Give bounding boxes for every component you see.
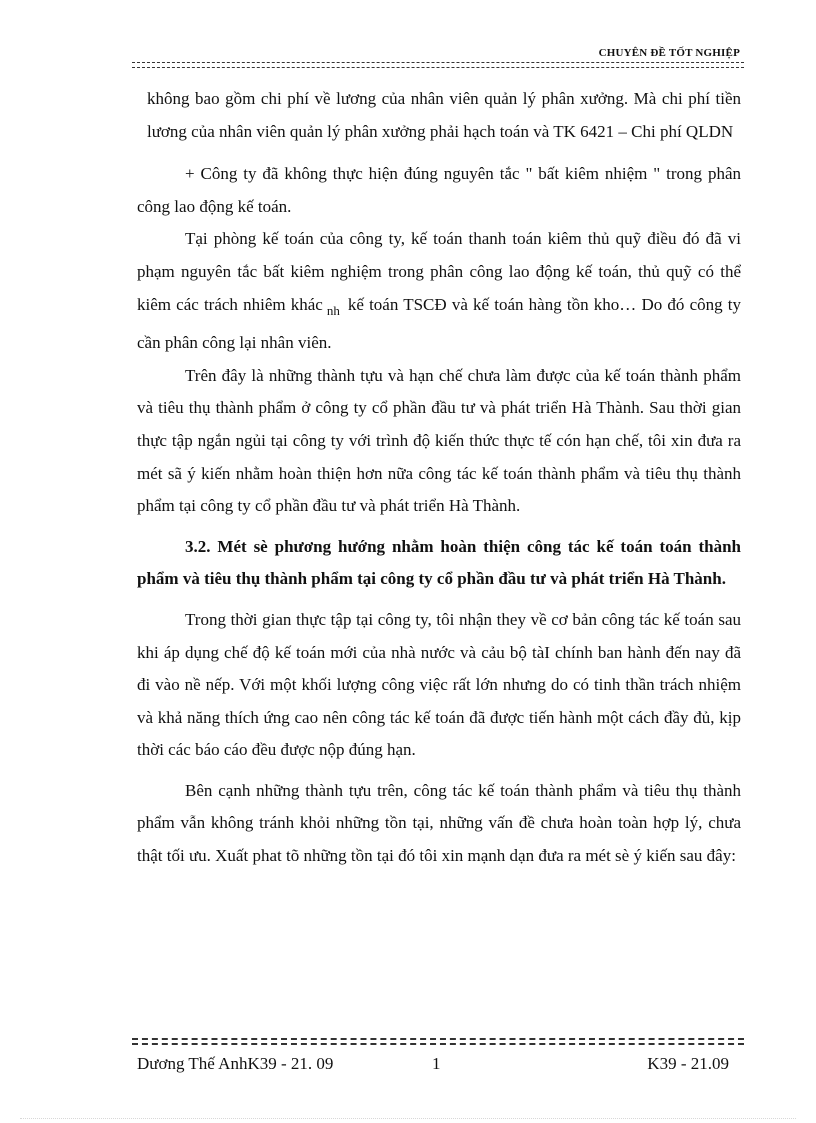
page-footer	[137, 1054, 729, 1078]
document-body	[137, 83, 741, 873]
footer-divider-bottom	[132, 1043, 744, 1045]
paragraph-3-text-end: kế toán TSCĐ và kế toán hàng tồn kho… Do đó công ty cần phân công lại nhân viên.	[137, 294, 741, 353]
header-divider-bottom	[132, 67, 744, 68]
paragraph-3-text-start: Tại phòng kế toán của công ty, kế toán thanh toán kiêm thủ quỹ điều đó đã vi phạm nguyên tắc bất kiêm nghiệm trong phân công lao động kế toán, thủ quỹ có thể kiêm các trách nhiêm khác	[137, 229, 741, 314]
header-divider-top	[132, 62, 744, 63]
footer-class-code: K39 - 21.09	[647, 1054, 729, 1073]
paragraph-5: Trong thời gian thực tập tại công ty, tôi nhận they về cơ bản công tác kế toán sau khi áp dụng chế độ kế toán mới của nhà nước và cảu bộ tàI chính ban hành đến nay đã đi vào nề nếp. Với một khối lượng công việc rất lớn nhưng do có tinh thần trách nhiệm và khả năng thích ứng cao nên công tác kế toán đã được tiến hành một cách đầy đủ, kịp thời các báo cáo đều được nộp đúng hạn.	[137, 609, 741, 760]
footer-divider-top	[132, 1038, 744, 1040]
footer-page-number: 1	[432, 1054, 441, 1073]
paragraph-3-subscript: nh	[326, 302, 340, 318]
paragraph-2: + Công ty đã không thực hiện đúng nguyên tắc " bất kiêm nhiệm " trong phân công lao động kế toán.	[137, 164, 741, 216]
footer-author: Dương Thế AnhK39 - 21. 09	[137, 1054, 334, 1073]
paragraph-3	[137, 223, 741, 359]
paragraph-1: không bao gồm chi phí về lương của nhân viên quản lý phân xưởng. Mà chi phí tiền lương của nhân viên quản lý phân xưởng phải hạch toán và TK 6421 – Chi phí QLDN	[147, 89, 741, 141]
page-bottom-edge	[20, 1118, 796, 1119]
header-title: CHUYÊN ĐỀ TỐT NGHIỆP	[598, 47, 740, 59]
paragraph-4: Trên đây là những thành tựu và hạn chế chưa làm được của kế toán thành phẩm và tiêu thụ thành phẩm ở công ty cổ phần đầu tư và phát triển Hà Thành. Sau thời gian thực tập ngắn ngủi tại công ty với trình độ kiến thức thực tế cón hạn chế, tôi xin đưa ra mét sã ý kiến nhằm hoàn thiện hơn nữa công tác kế toán thành phẩm và tiêu thụ thành phẩm tại công ty cổ phần đầu tư và phát triển Hà Thành.	[137, 365, 741, 516]
paragraph-6: Bên cạnh những thành tựu trên, công tác kế toán thành phẩm và tiêu thụ thành phẩm vẫn không tránh khỏi những tồn tại, những vấn đề chưa hoàn toàn hợp lý, chưa thật tối ưu. Xuất phat tõ những tồn tại đó tôi xin mạnh dạn đưa ra mét sè ý kiến sau đây:	[137, 780, 741, 866]
section-heading: 3.2. Mét sè phương hướng nhằm hoàn thiện công tác kế toán toán thành phẩm và tiêu thụ thành phẩm tại công ty cổ phần đầu tư và phát triển Hà Thành.	[137, 536, 741, 589]
